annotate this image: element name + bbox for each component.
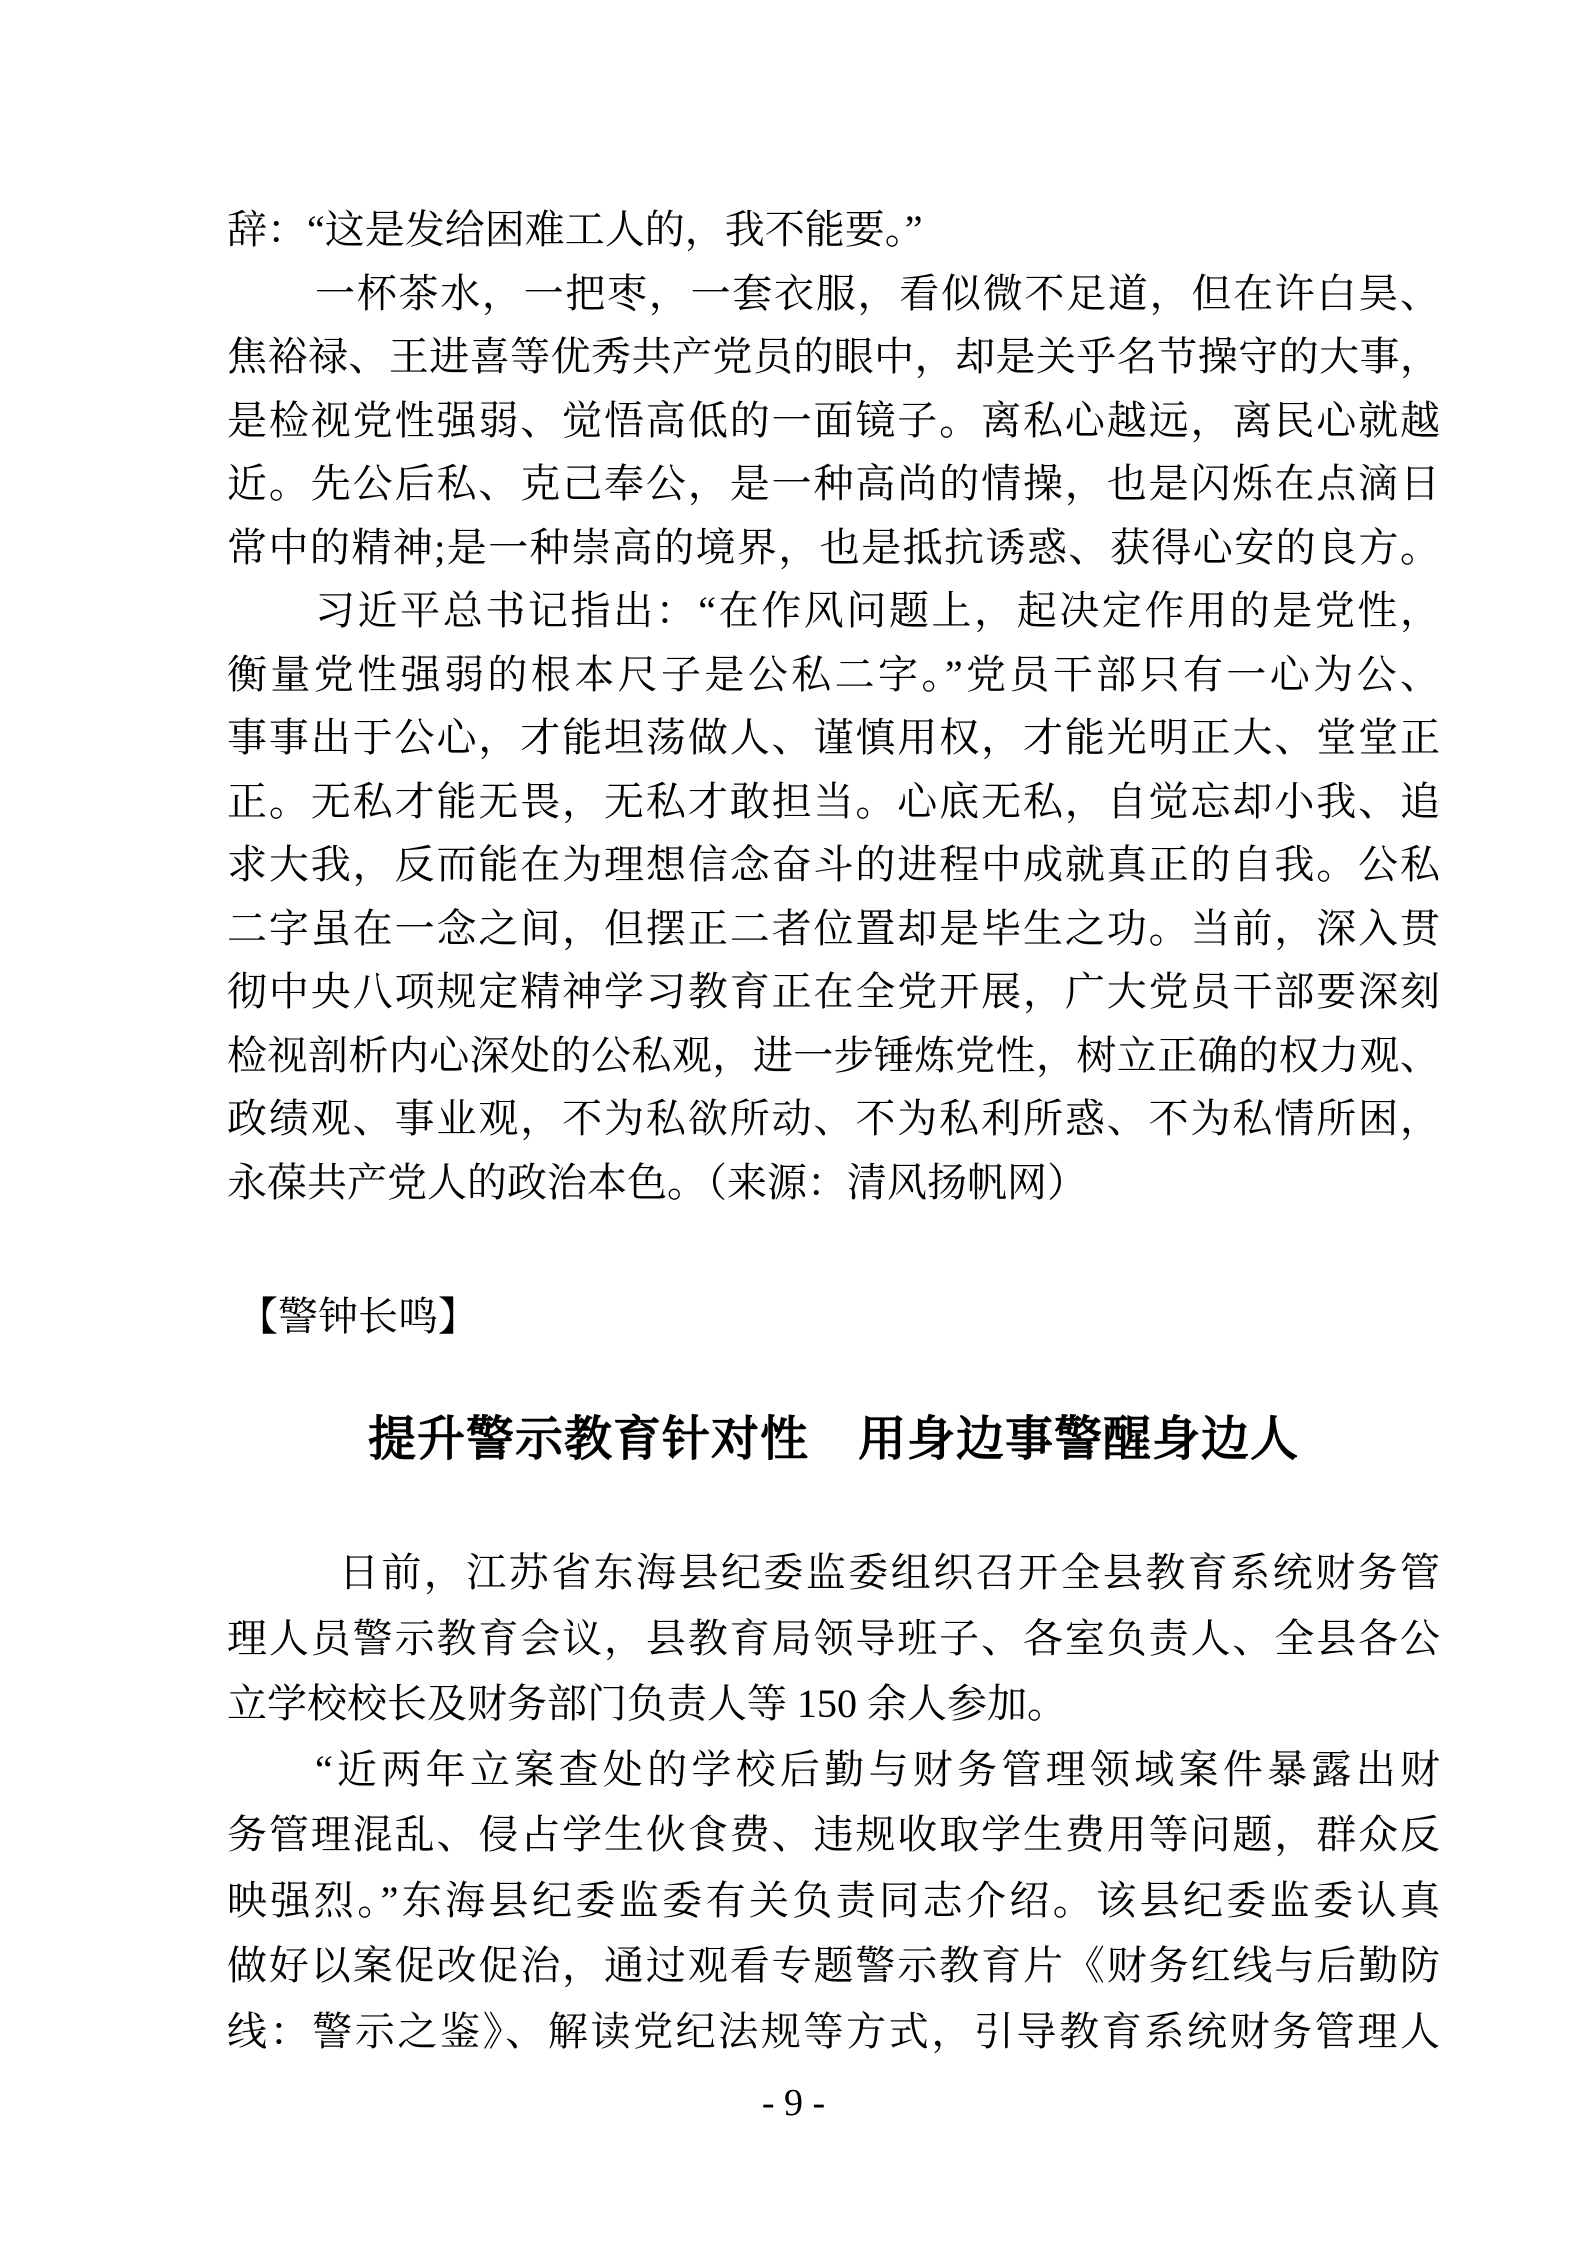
text-line: 彻中央八项规定精神学习教育正在全党开展，广大党员干部要深刻	[227, 969, 1440, 1014]
text-line: 日前，江苏省东海县纪委监委组织召开全县教育系统财务管	[339, 1550, 1440, 1595]
text-line: 衡量党性强弱的根本尺子是公私二字。”党员干部只有一心为公、	[227, 651, 1440, 697]
text-line: 线：警示之鉴》、解读党纪法规等方式，引导教育系统财务管理人	[227, 2008, 1440, 2054]
section-label: 【警钟长鸣】	[238, 1294, 478, 1339]
text-line: 焦裕禄、王进喜等优秀共产党员的眼中，却是关乎名节操守的大事，	[227, 334, 1440, 379]
text-line: 政绩观、事业观，不为私欲所动、不为私利所惑、不为私情所困，	[227, 1096, 1440, 1141]
text-line: 辞：“这是发给困难工人的，我不能要。”	[227, 207, 923, 252]
page-number-footer: - 9 -	[761, 2082, 826, 2124]
text-line: 习近平总书记指出：“在作风问题上，起决定作用的是党性，	[315, 588, 1440, 633]
text-line: 一杯茶水，一把枣，一套衣服，看似微不足道，但在许白昊、	[315, 270, 1440, 316]
text-line: 事事出于公心，才能坦荡做人、谨慎用权，才能光明正大、堂堂正	[227, 715, 1440, 760]
text-line: 立学校校长及财务部门负责人等 150 余人参加。	[227, 1681, 1067, 1726]
text-line: 二字虽在一念之间，但摆正二者位置却是毕生之功。当前，深入贯	[227, 905, 1440, 951]
text-line: 映强烈。”东海县纪委监委有关负责同志介绍。该县纪委监委认真	[227, 1877, 1440, 1923]
text-line: 做好以案促改促治，通过观看专题警示教育片《财务红线与后勤防	[227, 1943, 1440, 1988]
text-line: 检视剖析内心深处的公私观，进一步锤炼党性，树立正确的权力观、	[227, 1032, 1440, 1078]
bottom-paragraph-block	[227, 1540, 1440, 2064]
top-paragraph-block	[227, 198, 1440, 1214]
text-line: 永葆共产党人的政治本色。（来源：清风扬帆网）	[227, 1159, 1087, 1205]
text-line: 常中的精神;是一种崇高的境界，也是抵抗诱惑、获得心安的良方。	[227, 524, 1440, 570]
text-line: 是检视党性强弱、觉悟高低的一面镜子。离私心越远，离民心就越	[227, 397, 1440, 443]
text-line: “近两年立案查处的学校后勤与财务管理领域案件暴露出财	[315, 1746, 1440, 1792]
text-line: 近。先公后私、克己奉公，是一种高尚的情操，也是闪烁在点滴日	[227, 461, 1440, 506]
text-line: 理人员警示教育会议，县教育局领导班子、各室负责人、全县各公	[227, 1615, 1440, 1661]
text-line: 求大我，反而能在为理想信念奋斗的进程中成就真正的自我。公私	[227, 842, 1440, 887]
document-title: 提升警示教育针对性 用身边事警醒身边人	[367, 1413, 1299, 1466]
text-line: 正。无私才能无畏，无私才敢担当。心底无私，自觉忘却小我、追	[227, 778, 1440, 824]
text-line: 务管理混乱、侵占学生伙食费、违规收取学生费用等问题，群众反	[227, 1812, 1440, 1857]
